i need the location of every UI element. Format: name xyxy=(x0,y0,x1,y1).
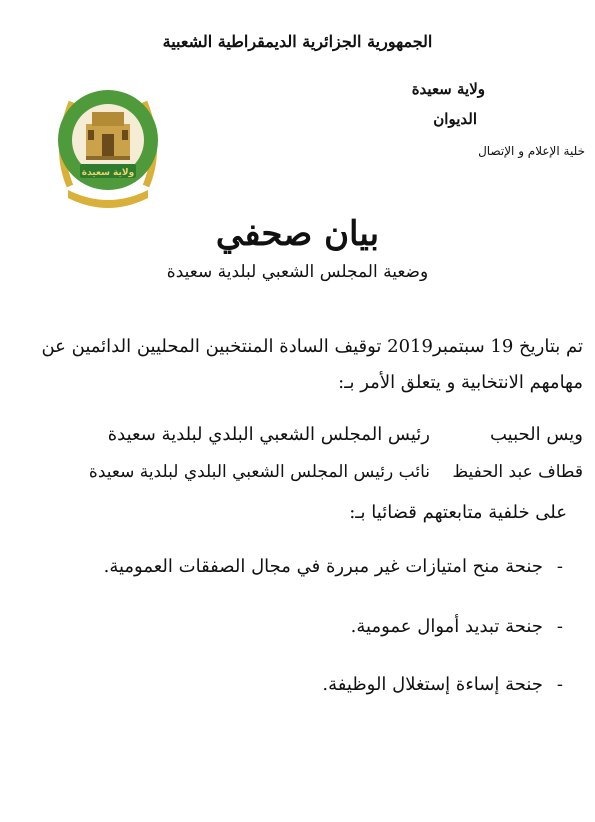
wilaya-label: ولاية سعيدة xyxy=(411,80,485,98)
charge-text: جنحة تبديد أموال عمومية. xyxy=(350,616,543,637)
paragraph-line: تم بتاريخ 19 سبتمبر2019 توقيف السادة المنتخبين المحليين الدائمين عن xyxy=(41,336,583,357)
saida-communication-cell-logo xyxy=(50,68,166,210)
republic-heading: الجمهورية الجزائرية الديمقراطية الشعبية xyxy=(162,32,433,51)
charge-text: جنحة منح امتيازات غير مبررة في مجال الصفقات العمومية. xyxy=(103,556,543,577)
press-release-title: بيان صحفي xyxy=(215,214,380,254)
seal-emblem xyxy=(50,68,166,210)
bullet-dash: - xyxy=(556,674,563,695)
bullet-dash: - xyxy=(556,616,563,637)
person-role: رئيس المجلس الشعبي البلدي لبلدية سعيدة xyxy=(107,424,430,445)
charge-text: جنحة إساءة إستغلال الوظيفة. xyxy=(322,674,543,695)
person-name: قطاف عبد الحفيظ xyxy=(452,462,583,482)
paragraph-line: مهامهم الانتخابية و يتعلق الأمر بـ: xyxy=(338,372,583,393)
svg-text:ولاية سعيدة: ولاية سعيدة xyxy=(81,168,135,178)
person-name: ويس الحبيب xyxy=(489,424,583,445)
bullet-dash: - xyxy=(556,556,563,577)
charge-list-item xyxy=(351,616,563,637)
charge-list-item xyxy=(322,674,563,695)
background-statement: على خلفية متابعتهم قضائيا بـ: xyxy=(349,502,567,523)
communication-cell-label: خلية الإعلام و الإتصال xyxy=(478,144,585,158)
charge-list-item xyxy=(104,556,563,577)
press-release-subtitle: وضعية المجلس الشعبي لبلدية سعيدة xyxy=(166,262,429,282)
person-role: نائب رئيس المجلس الشعبي البلدي لبلدية سعيدة xyxy=(88,462,430,482)
office-label: الديوان xyxy=(433,110,477,128)
